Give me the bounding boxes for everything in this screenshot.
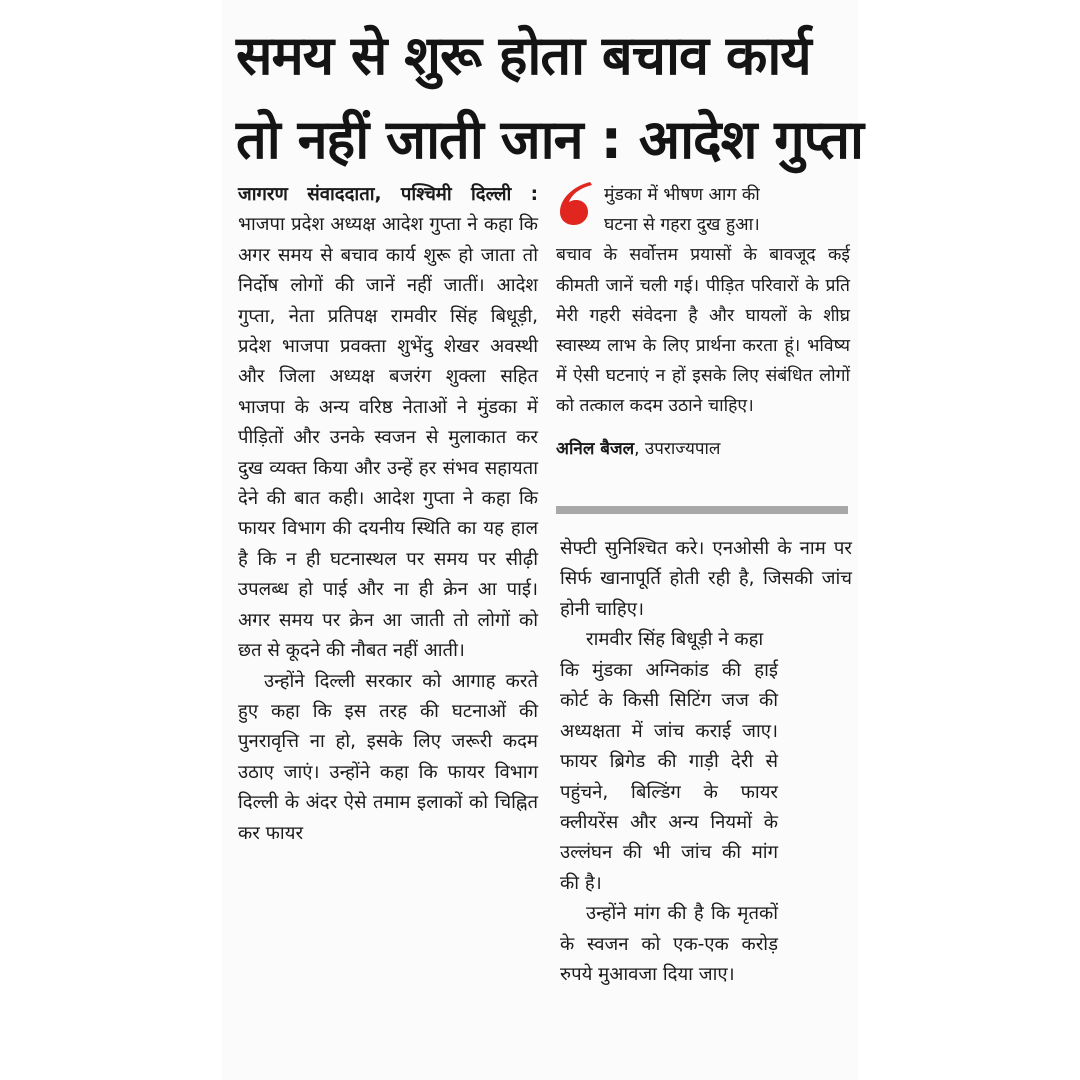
quote-mark-icon bbox=[556, 180, 596, 226]
article-paragraph-4: कि मुंडका अग्निकांड की हाई कोर्ट के किसी सिटिंग जज की अध्यक्षता में जांच कराई जाए। फायर ब्रिगेड की गाड़ी देरी से पहुंचने, बिल्डिंग के फायर क्लीयरेंस और अन्य नियमों के उल्लंघन की भी जांच की मांग की है। bbox=[560, 660, 778, 894]
headline-line-1: समय से शुरू होता बचाव कार्य bbox=[236, 24, 811, 87]
article-paragraph-2: उन्होंने दिल्ली सरकार को आगाह करते हुए कहा कि इस तरह की घटनाओं की पुनरावृत्ति ना हो, इसके लिए जरूरी कदम उठाए जाएं। उन्होंने कहा कि फायर विभाग दिल्ली के अंदर ऐसे तमाम इलाकों को चिह्नित कर फायर bbox=[238, 670, 538, 844]
article-paragraph-1-text: भाजपा प्रदेश अध्यक्ष आदेश गुप्ता ने कहा कि अगर समय से बचाव कार्य शुरू हो जाता तो निर्दोष लोगों की जानें नहीं जातीं। आदेश गुप्ता, नेता प्रतिपक्ष रामवीर सिंह बिधूड़ी, प्रदेश भाजपा प्रवक्ता शुभेंदु शेखर अवस्थी और जिला अध्यक्ष बजरंग शुक्ला सहित भाजपा के अन्य वरिष्ठ नेताओं ने मुंडका में पीड़ितों और उनके स्वजन से मुलाकात कर दुख व्यक्त किया और उन्हें हर संभव सहायता देने की बात कही। आदेश गुप्ता ने कहा कि फायर विभाग की दयनीय स्थिति का यह हाल है कि न ही घटनास्थल पर समय पर सीढ़ी उपलब्ध हो पाई और ना ही क्रेन आ पाई। अगर समय पर क्रेन आ जाती तो लोगों को छत से कूदने की नौबत नहीं आती। bbox=[238, 214, 538, 662]
article-paragraph-4-lead: रामवीर सिंह बिधूड़ी ने कहा bbox=[586, 629, 764, 651]
article-paragraph-3: सेफ्टी सुनिश्चित करे। एनओसी के नाम पर सिर्फ खानापूर्ति होती रही है, जिसकी जांच होनी चाहिए। bbox=[560, 538, 852, 620]
article-paragraph-1 bbox=[238, 180, 538, 667]
quote-text bbox=[556, 180, 850, 422]
quote-text-line-2: घटना से गहरा दुख हुआ। bbox=[604, 215, 760, 236]
article-paragraph-5: उन्होंने मांग की है कि मृतकों के स्वजन को एक-एक करोड़ रुपये मुआवजा दिया जाए। bbox=[560, 903, 778, 986]
attribution-name: अनिल बैजल bbox=[556, 438, 635, 459]
article-column-right-bottom bbox=[560, 656, 778, 990]
article-column-right-top bbox=[560, 534, 852, 656]
headline-line-2: तो नहीं जाती जान : आदेश गुप्ता bbox=[236, 108, 864, 171]
attribution-title: , उपराज्यपाल bbox=[634, 438, 721, 459]
headline bbox=[236, 14, 864, 182]
quote-text-body: बचाव के सर्वोत्तम प्रयासों के बावजूद कई कीमती जानें चली गई। पीड़ित परिवारों के प्रति मेरी गहरी संवेदना है और घायलों के शीघ्र स्वास्थ्य लाभ के लिए प्रार्थना करता हूं। भविष्य में ऐसी घटनाएं न हों इसके लिए संबंधित लोगों को तत्काल कदम उठाने चाहिए। bbox=[556, 245, 850, 417]
dateline: जागरण संवाददाता, पश्चिमी दिल्ली : bbox=[238, 184, 538, 205]
divider-rule bbox=[556, 506, 848, 514]
pull-quote bbox=[556, 180, 850, 464]
quote-attribution bbox=[556, 434, 850, 464]
article-column-left bbox=[238, 180, 538, 849]
quote-text-line-1: मुंडका में भीषण आग की bbox=[604, 185, 760, 205]
